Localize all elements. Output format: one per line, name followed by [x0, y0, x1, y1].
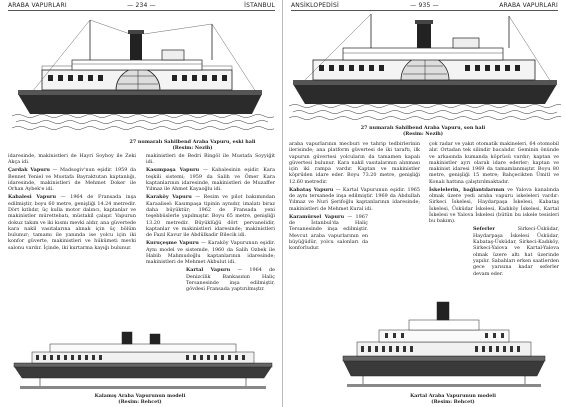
left-top-caption-credit: (Resim: Nezih): [172, 145, 213, 151]
right-header-left: ANSİKLOPEDİSİ: [291, 2, 339, 9]
entry-kabatas-title: Kabataş Vapuru: [289, 186, 334, 193]
entry-kartal-text: 1964 de Denizcilik Bankasının Haliç Tersanesinde inşa edilmiştir, gövdesi Fransada yaptırılmıştır.: [186, 267, 275, 293]
right-page-number: — 935 —: [410, 2, 439, 9]
ferry-illustration-new: [289, 14, 561, 124]
entry-kabatas-text: Kartal Vapurunun eşidir. 1965 de aynı tersanede inşa edilmiştir. 1969 da Abdullah Yılmaz ve Nuri Şerifoğlu kaptanlarının idaresinde; makinistleri de Mehmet Kural idi.: [289, 186, 420, 212]
entry-kabatas: Kabataş Vapuru — Kartal Vapurunun eşidir. 1965 de aynı tersanede inşa edilmiştir. 1969 da Abdullah Yılmaz ve Nuri Şerifoğlu kaptanlarının idaresinde; makinistleri de Mehmet Kural idi.: [289, 186, 420, 212]
left-page-header: [8, 2, 275, 11]
entry-seferler-text: Sirkeci-Üsküdar, Haydarpaşa İskelesi Üsküdar, Kabataş-Üsküdar, Sirkeci-Kadıköy, Sirkeci-Yalova ve Kartal-Yalova olmak üzere altı hat üzerinde yapılır. Sabahları erken saatlerden gece yarısına kadar seferler devam eder.: [473, 226, 559, 277]
left-top-caption-title: 27 numaralı Sahilbend Araba Vapuru, eski hali: [129, 139, 256, 145]
entry-kartal-title: Kartal Vapuru: [186, 267, 231, 274]
right-top-caption-title: 27 numaralı Sahilbend Araba Vapuru, son hali: [360, 125, 486, 131]
entry-iskeleler: [429, 187, 559, 225]
entry-kabalesi: Kabalesi Vapuru — 1964 de Fransada inşa edilmiştir, boyu 60 metre, genişliği 14.24 metredir. Dört kıtlıdır, üç kulla motor dalıncı, kaptanlar ve makinistler mürettebatı, müstakil çalışır. Vapurun dokuz takım ve iki kısmı mevki aldır, ana güvertede kara nakil vasıtalarına alınak için üç bölüm bulunur; tamamı ile yanında ise yolcu için iki konfor güverte, makinistleri ve hükümeti mevki salonu vardır. İçinde, iki kurtarma kayığı bulunur.: [8, 194, 136, 251]
left-header-left: ARABA VAPURLARI: [8, 2, 67, 9]
ferry-model-kartal: [339, 300, 549, 392]
entry-kasimpasa: Kasımpaşa Vapuru — Kabalesinin eşidir. Kara teşkili sistemi; 1959 da Salih ve Ömer Kara kaptanlarının idaresinde, makinistleri de Muzaffer Yılmaz ile Ahmet Kayaoğlu idi.: [146, 167, 275, 193]
right-col2-intro: çok radar ve yakıt otomatik makineleri, 64 otomobil alır. Ortadan tek silindir bacalıdır. Geminin önünde ve arkasında kumanda köprüsü vardır; kaptan ve makinistler ayrı olarak idare ederler; kaptan ve makinist idaresi 1969 da tamamlanmıştır. Boyu 80 metre, genişliği 15 metre; Bahçecikten Ümitl ve Konalı hattına çalıştırılmaktadır.: [429, 141, 559, 185]
right-bottom-caption: [393, 393, 513, 405]
page-gutter: [282, 0, 283, 407]
entry-karakoy-text: Resim ve pilot bakımından Karaalisel: Kasımpaşa tipinin aynıdır, imalatı biraz daha büyüktür; 1962 de Fransada yeni teşebbüslerle yapılmıştır. Boyu 65 metre, genişliği 13.20 metredir. Büyüklüğü dört pervanelidir, kaptanlar ve makinistleri idaresinde; makinistleri de Fazıl Kavur ile Abdülkadir Bilecik idi.: [146, 194, 275, 239]
entry-kurucesme-text: Karaköy Vapurunun eşidir. Aynı model ve sistemde, 1960 da Salih Ozbek ile Habib Mahmudoğlu kaptanlarının idaresinde; makinistleri de Mehmet Akbulut idi.: [146, 240, 275, 266]
left-top-caption: [110, 139, 275, 151]
entry-cardak: Çardak Vapuru — Madsogiv'nun eşidir. 1959 da Bennet Yeniel ve Mustafa Bayraktutan kaptanlığı, idaresinde, makinistleri de Mehmet Doker ile Orhan Aybek'e idi.: [8, 167, 136, 193]
entry-kurucesme: Kuruçeşme Vapuru — Karaköy Vapurunun eşidir. Aynı model ve sistemde, 1960 da Salih Ozbek ile Habib Mahmudoğlu kaptanlarının idaresinde; makinistleri de Mehmet Akbulut idi.: [146, 240, 275, 266]
right-bottom-caption-credit: (Resim: Behcet): [431, 399, 475, 405]
left-column-1: [8, 153, 136, 331]
entry-kartal: Kartal Vapuru — 1964 de Denizcilik Bankasının Haliç Tersanesinde inşa edilmiştir, gövdesi Fransada yaptırılmıştır.: [186, 267, 275, 293]
right-header-right: ARABA VAPURLARI: [499, 2, 558, 9]
entry-karamursel: Karamürsel Vapuru — 1967 de İstanbul'da Haliç Tersanesinde inşa edilmiştir. Mevcut araba vapurlarının en büyüğüdür, yolcu salonları da konforludur.: [289, 213, 368, 252]
left-bottom-caption: [60, 393, 220, 405]
right-page-header: [291, 2, 558, 11]
entry-seferler-title: Seferler: [473, 226, 495, 233]
entry-kabalesi-title: Kabalesi Vapuru: [8, 194, 57, 201]
entry-cardak-title: Çardak Vapuru: [8, 167, 50, 174]
entry-karamursel-text: 1967 de İstanbul'da Haliç Tersanesinde inşa edilmiştir. Mevcut araba vapurlarının en büyüğüdür, yolcu salonları da konforludur.: [289, 213, 368, 252]
entry-kasimpasa-text: Kabalesinin eşidir. Kara teşkili sistemi; 1959 da Salih ve Ömer Kara kaptanlarının idaresinde, makinistleri de Muzaffer Yılmaz ile Ahmet Kayaoğlu idi.: [146, 167, 275, 193]
entry-cardak-text: Madsogiv'nun eşidir. 1959 da Bennet Yeniel ve Mustafa Bayraktutan kaptanlığı, idaresinde, makinistleri de Mehmet Doker ile Orhan Aybek'e idi.: [8, 167, 136, 193]
left-col2-intro: makinistleri de Bedri Bingöl ile Mustafa Soyyiğit idi.: [146, 153, 275, 166]
right-col1-intro: araba vapurlarının mecburi ve tahrip tedbirlerinin ilerisinde; ana platform güvertesi de iki taraftı, ilk vapurun güvertesi yolcuların da tamamen kapalı güvertesi bulunur. Kara nakil vasıtalarının alınması için iki rampa vardır. Kaptan ve makinistler köprüden idare eder. Boyu 73.20 metre, genişliği 12.60 metredir.: [289, 141, 420, 185]
ferry-illustration-old: [12, 12, 274, 138]
entry-karamursel-title: Karamürsel Vapuru: [289, 213, 345, 220]
right-page: [283, 0, 566, 407]
left-bottom-caption-credit: (Resim: Behcet): [118, 399, 162, 405]
left-column-2: [146, 153, 275, 331]
entry-karakoy: Karaköy Vapuru — Resim ve pilot bakımından Karaalisel: Kasımpaşa tipinin aynıdır, imalatı biraz daha büyüktür; 1962 de Fransada yeni teşebbüslerle yapılmıştır. Boyu 65 metre, genişliği 13.20 metredir. Büyüklüğü dört pervanelidir, kaptanlar ve makinistleri idaresinde; makinistleri de Fazıl Kavur ile Abdülkadir Bilecik idi.: [146, 194, 275, 239]
right-top-caption: [323, 125, 523, 137]
left-header-right: İSTANBUL: [244, 2, 275, 9]
entry-iskeleler-text: ve Yalova kanalında olmak üzere yedi araba vapuru iskeleleri vardır: Sirkeci İskelesi, Haydarpaşa İskelesi, Kabataş İskelesi, Üsküdar İskelesi, Kadıköy İskelesi, Kartal İskelesi ve Yalova İskelesi (bütün bu iskele tesisleri bu bakım).: [429, 186, 559, 225]
entry-kasimpasa-title: Kasımpaşa Vapuru: [146, 167, 200, 174]
entry-karakoy-title: Karaköy Vapuru: [146, 194, 192, 201]
left-col1-intro: idaresinde, makinistleri de Hayri Soyboy ile Zeki Akça idi.: [8, 153, 136, 166]
entry-kurucesme-title: Kuruçeşme Vapuru: [146, 240, 199, 247]
right-bottom-caption-title: Kartal Araba Vapurunun modeli: [410, 393, 496, 399]
left-page-number: — 234 —: [127, 2, 156, 9]
right-top-caption-credit: (Resim: Nezih): [402, 131, 444, 137]
entry-iskeleler-title: İskelelerin, bağlantılarının: [429, 186, 505, 193]
left-bottom-caption-title: Kalamış Araba Vapurunun modeli: [94, 393, 186, 399]
entry-seferler: [429, 226, 559, 276]
ferry-model-kalamis: [10, 330, 276, 392]
entry-kabalesi-text: 1964 de Fransada inşa edilmiştir, boyu 60 metre, genişliği 14.24 metredir. Dört kıtlıdır, üç kulla motor dalıncı, kaptanlar ve makinistler mürettebatı, müstakil çalışır. Vapurun dokuz takım ve iki kısmı mevki aldır, ana güvertede kara nakil vasıtalarına alınak için üç bölüm bulunur; tamamı ile yanında ise yolcu için iki konfor güverte, makinistleri ve hükümeti mevki salonu vardır. İçinde, iki kurtarma kayığı bulunur.: [8, 194, 136, 251]
